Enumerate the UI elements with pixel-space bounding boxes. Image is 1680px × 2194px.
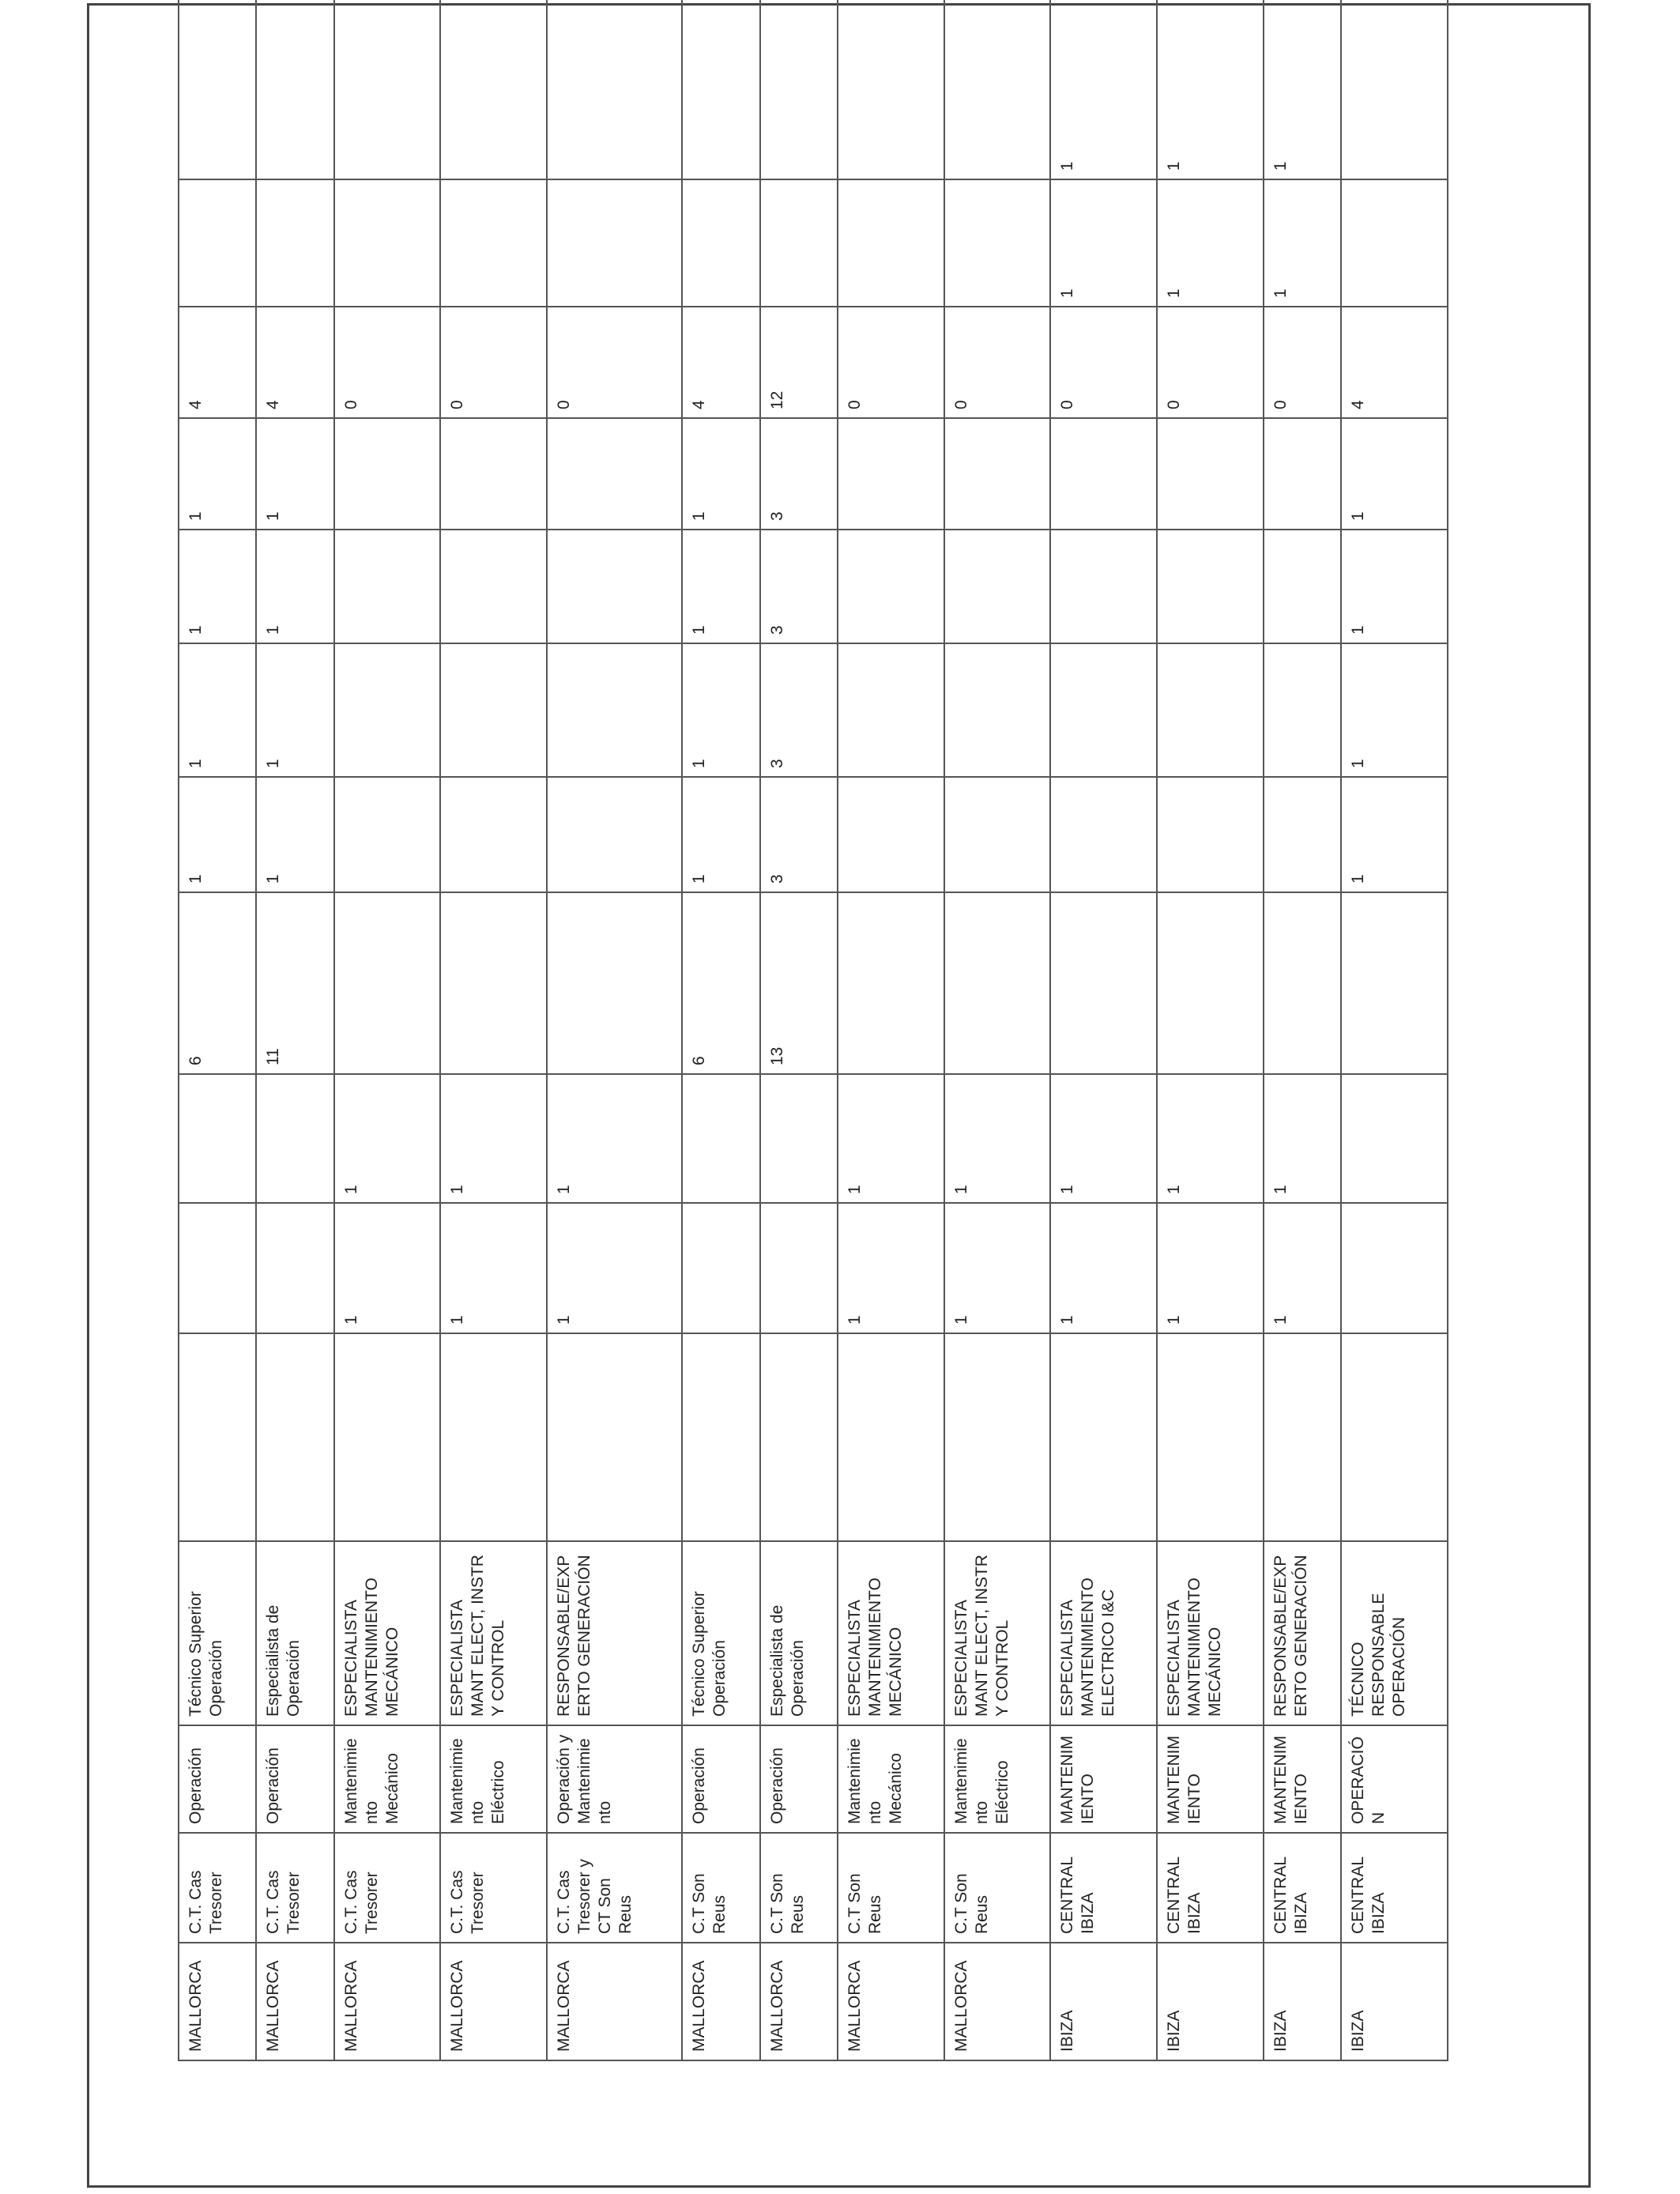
area-cell: MANTENIMIENTO (1157, 1725, 1264, 1833)
value-cell (944, 179, 1051, 307)
value-cell: 1 (944, 1074, 1051, 1203)
value-cell: 1 (1341, 530, 1448, 643)
value-cell: 1 (1341, 418, 1448, 530)
value-cell (838, 777, 944, 892)
value-cell (1050, 892, 1157, 1074)
value-cell (838, 530, 944, 643)
value-cell: 0 (1264, 307, 1341, 418)
value-cell: 0 (547, 307, 682, 418)
area-cell: Mantenimiento Mecánico (334, 1725, 441, 1833)
value-cell: 1 (682, 777, 759, 892)
value-cell (944, 892, 1051, 1074)
value-cell: 1 (1050, 1203, 1157, 1333)
region-cell: IBIZA (1264, 1943, 1341, 2060)
region-cell: MALLORCA (440, 1943, 547, 2060)
table-row (256, 0, 333, 2060)
table-row (547, 0, 682, 2060)
value-cell (1050, 530, 1157, 643)
value-cell (334, 179, 441, 307)
value-cell: 1 (944, 1203, 1051, 1333)
value-cell (944, 418, 1051, 530)
value-cell (838, 418, 944, 530)
value-cell: 1 (256, 418, 333, 530)
value-cell (547, 179, 682, 307)
plant-cell: C.T Son Reus (760, 1833, 838, 1943)
value-cell (760, 1333, 838, 1541)
plant-cell: C.T Son Reus (838, 1833, 944, 1943)
value-cell (440, 777, 547, 892)
value-cell (838, 0, 944, 179)
table-row (1050, 0, 1157, 2060)
value-cell (1157, 643, 1264, 777)
area-cell: MANTENIMIENTO (1264, 1725, 1341, 1833)
value-cell: 3 (760, 643, 838, 777)
plant-cell: C.T. Cas Tresorer (440, 1833, 547, 1943)
area-cell: Mantenimiento Mecánico (838, 1725, 944, 1833)
table-row (682, 0, 759, 2060)
value-cell (760, 1203, 838, 1333)
position-cell: ESPECIALISTA MANT ELECT, INSTR Y CONTROL (944, 1541, 1051, 1725)
value-cell: 12 (760, 307, 838, 418)
value-cell (334, 643, 441, 777)
value-cell: 1 (256, 530, 333, 643)
value-cell: 1 (1157, 179, 1264, 307)
position-cell: ESPECIALISTA MANTENIMIENTO MECÁNICO (334, 1541, 441, 1725)
value-cell: 1 (179, 777, 256, 892)
value-cell (547, 777, 682, 892)
table-row (334, 0, 441, 2060)
value-cell (256, 179, 333, 307)
region-cell: MALLORCA (256, 1943, 333, 2060)
position-cell: Especialista de Operación (760, 1541, 838, 1725)
value-cell (838, 179, 944, 307)
value-cell: 1 (179, 530, 256, 643)
value-cell (682, 0, 759, 179)
position-cell: RESPONSABLE/EXPERTO GENERACIÓN (547, 1541, 682, 1725)
plant-cell: C.T Son Reus (944, 1833, 1051, 1943)
region-cell: MALLORCA (334, 1943, 441, 2060)
value-cell (682, 1074, 759, 1203)
value-cell (1341, 1203, 1448, 1333)
staffing-table (178, 0, 1448, 2061)
value-cell (1264, 643, 1341, 777)
table-row (1341, 0, 1448, 2060)
value-cell (440, 179, 547, 307)
region-cell: MALLORCA (760, 1943, 838, 2060)
value-cell (1050, 418, 1157, 530)
area-cell: Operación y Mantenimiento (547, 1725, 682, 1833)
table-row (944, 0, 1051, 2060)
value-cell: 1 (334, 1203, 441, 1333)
value-cell: 13 (760, 892, 838, 1074)
value-cell (256, 1074, 333, 1203)
value-cell: 3 (760, 418, 838, 530)
value-cell: 1 (1341, 777, 1448, 892)
value-cell (440, 418, 547, 530)
value-cell (547, 892, 682, 1074)
value-cell: 1 (1341, 643, 1448, 777)
area-cell: Operación (760, 1725, 838, 1833)
value-cell (1157, 777, 1264, 892)
value-cell (1050, 1333, 1157, 1541)
value-cell (760, 179, 838, 307)
value-cell: 1 (682, 643, 759, 777)
value-cell (1341, 1333, 1448, 1541)
position-cell: Técnico Superior Operación (682, 1541, 759, 1725)
rotated-table-wrapper (178, 124, 1448, 2061)
value-cell (547, 418, 682, 530)
value-cell (256, 1203, 333, 1333)
value-cell: 1 (334, 1074, 441, 1203)
table-row (838, 0, 944, 2060)
table-row (440, 0, 547, 2060)
region-cell: IBIZA (1341, 1943, 1448, 2060)
plant-cell: CENTRAL IBIZA (1050, 1833, 1157, 1943)
value-cell (547, 643, 682, 777)
area-cell: Mantenimiento Eléctrico (440, 1725, 547, 1833)
value-cell (179, 1333, 256, 1541)
value-cell (547, 530, 682, 643)
value-cell (1157, 892, 1264, 1074)
value-cell: 4 (1341, 307, 1448, 418)
value-cell (1050, 643, 1157, 777)
table-row (760, 0, 838, 2060)
value-cell: 1 (179, 643, 256, 777)
value-cell (760, 0, 838, 179)
value-cell: 1 (179, 418, 256, 530)
value-cell (838, 892, 944, 1074)
value-cell (256, 0, 333, 179)
value-cell (760, 1074, 838, 1203)
value-cell (440, 530, 547, 643)
value-cell (944, 777, 1051, 892)
value-cell: 6 (179, 892, 256, 1074)
position-cell: Especialista de Operación (256, 1541, 333, 1725)
position-cell: ESPECIALISTA MANTENIMIENTO MECÁNICO (838, 1541, 944, 1725)
region-cell: IBIZA (1157, 1943, 1264, 2060)
value-cell (547, 0, 682, 179)
value-cell (944, 643, 1051, 777)
area-cell: OPERACIÓN (1341, 1725, 1448, 1833)
plant-cell: C.T. Cas Tresorer (179, 1833, 256, 1943)
value-cell: 11 (256, 892, 333, 1074)
area-cell: Mantenimiento Eléctrico (944, 1725, 1051, 1833)
value-cell: 1 (256, 777, 333, 892)
value-cell (1264, 892, 1341, 1074)
value-cell: 1 (838, 1203, 944, 1333)
plant-cell: C.T. Cas Tresorer (256, 1833, 333, 1943)
value-cell (1341, 179, 1448, 307)
plant-cell: CENTRAL IBIZA (1157, 1833, 1264, 1943)
plant-cell: C.T. Cas Tresorer (334, 1833, 441, 1943)
value-cell (179, 1074, 256, 1203)
region-cell: MALLORCA (179, 1943, 256, 2060)
value-cell: 4 (179, 307, 256, 418)
value-cell (1157, 418, 1264, 530)
position-cell: ESPECIALISTA MANTENIMIENTO MECÁNICO (1157, 1541, 1264, 1725)
value-cell: 1 (440, 1074, 547, 1203)
table-row (1264, 0, 1341, 2060)
value-cell (1264, 777, 1341, 892)
value-cell (682, 1203, 759, 1333)
value-cell (1264, 1333, 1341, 1541)
value-cell: 1 (256, 643, 333, 777)
value-cell (1264, 530, 1341, 643)
region-cell: MALLORCA (682, 1943, 759, 2060)
plant-cell: CENTRAL IBIZA (1341, 1833, 1448, 1943)
value-cell: 6 (682, 892, 759, 1074)
area-cell: Operación (256, 1725, 333, 1833)
value-cell (179, 179, 256, 307)
value-cell (1341, 0, 1448, 179)
value-cell: 0 (838, 307, 944, 418)
value-cell: 1 (682, 418, 759, 530)
value-cell: 1 (547, 1074, 682, 1203)
value-cell: 1 (682, 530, 759, 643)
value-cell: 0 (440, 307, 547, 418)
value-cell: 4 (256, 307, 333, 418)
position-cell: RESPONSABLE/EXPERTO GENERACIÓN (1264, 1541, 1341, 1725)
value-cell (1157, 530, 1264, 643)
value-cell (440, 643, 547, 777)
value-cell: 0 (1157, 307, 1264, 418)
value-cell (256, 1333, 333, 1541)
area-cell: Operación (179, 1725, 256, 1833)
value-cell (440, 0, 547, 179)
table-row (1157, 0, 1264, 2060)
value-cell (944, 1333, 1051, 1541)
value-cell: 1 (1157, 1074, 1264, 1203)
value-cell: 1 (1050, 179, 1157, 307)
value-cell (334, 777, 441, 892)
value-cell (179, 1203, 256, 1333)
value-cell: 1 (1264, 1074, 1341, 1203)
value-cell: 1 (1264, 1203, 1341, 1333)
value-cell (1157, 1333, 1264, 1541)
value-cell: 1 (1157, 0, 1264, 179)
value-cell (1341, 892, 1448, 1074)
position-cell: ESPECIALISTA MANTENIMIENTO ELECTRICO I&C (1050, 1541, 1157, 1725)
value-cell: 1 (838, 1074, 944, 1203)
value-cell (682, 179, 759, 307)
region-cell: MALLORCA (547, 1943, 682, 2060)
value-cell: 3 (760, 777, 838, 892)
value-cell: 1 (440, 1203, 547, 1333)
value-cell (1264, 418, 1341, 530)
value-cell: 4 (682, 307, 759, 418)
value-cell (440, 892, 547, 1074)
value-cell (944, 0, 1051, 179)
value-cell: 1 (1264, 0, 1341, 179)
value-cell: 3 (760, 530, 838, 643)
value-cell: 1 (1157, 1203, 1264, 1333)
value-cell (334, 418, 441, 530)
position-cell: TÉCNICO RESPONSABLE OPERACIÓN (1341, 1541, 1448, 1725)
value-cell (838, 1333, 944, 1541)
value-cell (1050, 777, 1157, 892)
value-cell: 0 (944, 307, 1051, 418)
position-cell: Técnico Superior Operación (179, 1541, 256, 1725)
region-cell: MALLORCA (838, 1943, 944, 2060)
table-row (179, 0, 256, 2060)
value-cell (334, 1333, 441, 1541)
value-cell (547, 1333, 682, 1541)
plant-cell: C.T. Cas Tresorer y CT Son Reus (547, 1833, 682, 1943)
plant-cell: CENTRAL IBIZA (1264, 1833, 1341, 1943)
value-cell (1341, 1074, 1448, 1203)
value-cell (838, 643, 944, 777)
area-cell: MANTENIMIENTO (1050, 1725, 1157, 1833)
plant-cell: C.T Son Reus (682, 1833, 759, 1943)
value-cell: 1 (1050, 1074, 1157, 1203)
region-cell: IBIZA (1050, 1943, 1157, 2060)
area-cell: Operación (682, 1725, 759, 1833)
value-cell (334, 0, 441, 179)
position-cell: ESPECIALISTA MANT ELECT, INSTR Y CONTROL (440, 1541, 547, 1725)
value-cell: 0 (1050, 307, 1157, 418)
value-cell (334, 892, 441, 1074)
value-cell: 1 (1264, 179, 1341, 307)
region-cell: MALLORCA (944, 1943, 1051, 2060)
value-cell: 1 (547, 1203, 682, 1333)
value-cell (334, 530, 441, 643)
value-cell (179, 0, 256, 179)
value-cell (944, 530, 1051, 643)
value-cell (682, 1333, 759, 1541)
value-cell (440, 1333, 547, 1541)
value-cell: 0 (334, 307, 441, 418)
value-cell: 1 (1050, 0, 1157, 179)
